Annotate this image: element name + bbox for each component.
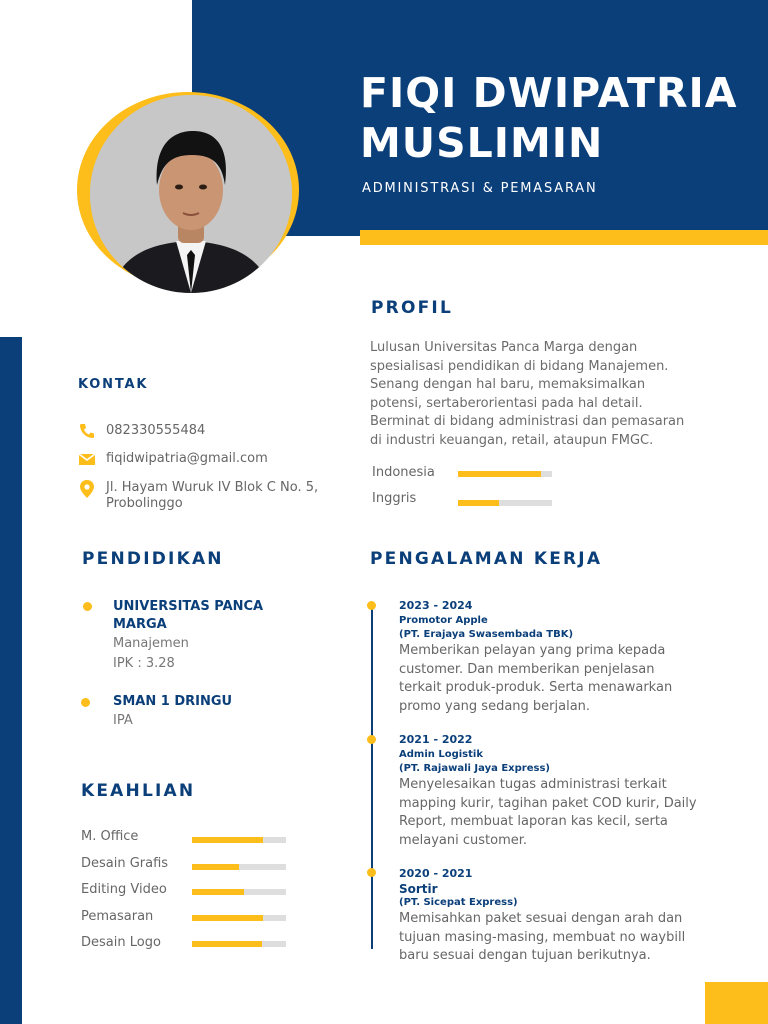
language-bar-fill: [458, 471, 541, 477]
experience-item: [399, 733, 699, 850]
education-school: SMAN 1 DRINGU: [113, 694, 233, 709]
location-pin-icon: [79, 480, 95, 502]
experience-company: (PT. Erajaya Swasembada TBK): [399, 629, 574, 640]
skills-title: KEAHLIAN: [81, 781, 196, 801]
address-line-2: Probolinggo: [106, 496, 183, 511]
education-major: Manajemen: [113, 636, 189, 651]
language-label: Indonesia: [372, 465, 435, 480]
education-gpa: IPK : 3.28: [113, 656, 175, 671]
contact-phone[interactable]: 082330555484: [106, 423, 206, 438]
experience-item: [399, 867, 699, 966]
corner-accent-block: [705, 982, 768, 1024]
experience-position: Sortir: [399, 882, 438, 896]
experience-years: 2021 - 2022: [399, 733, 473, 746]
skill-bar-fill: [192, 915, 263, 921]
skill-label: M. Office: [81, 829, 139, 844]
experience-item: [399, 599, 699, 716]
skill-bar: [192, 837, 286, 843]
contact-phone-row: [79, 423, 205, 443]
education-bullet: [81, 698, 90, 707]
language-bar: [458, 500, 552, 506]
experience-description: Menyelesaikan tugas administrasi terkait mapping kurir, tagihan paket COD kurir, Daily Report, membuat laporan kas kecil, serta melayani customer.: [399, 777, 697, 848]
education-item: [113, 693, 278, 731]
skill-label: Desain Grafis: [81, 856, 169, 871]
person-name: FIQI DWIPATRIA MUSLIMIN: [360, 69, 738, 167]
experience-company: (PT. Sicepat Express): [399, 897, 518, 908]
timeline-dot: [367, 868, 376, 877]
timeline-dot: [367, 735, 376, 744]
skill-bar-fill: [192, 837, 263, 843]
mail-icon: [79, 451, 95, 471]
skill-bar-fill: [192, 864, 239, 870]
left-accent-strip: [0, 337, 22, 1024]
language-label: Inggris: [372, 491, 417, 506]
experience-position: Admin Logistik: [399, 749, 483, 760]
skill-label: Desain Logo: [81, 935, 161, 950]
education-bullet: [83, 602, 92, 611]
phone-icon: [79, 423, 95, 443]
skill-label: Editing Video: [81, 882, 167, 897]
contact-address-row: [79, 480, 318, 512]
skill-bar-fill: [192, 889, 244, 895]
contact-email[interactable]: fiqidwipatria@gmail.com: [106, 451, 268, 466]
timeline-line: [371, 606, 373, 949]
skill-bar: [192, 889, 286, 895]
contact-title: KONTAK: [78, 377, 149, 392]
education-major: IPA: [113, 713, 133, 728]
language-bar: [458, 471, 552, 477]
education-item: [113, 598, 278, 674]
profile-title: PROFIL: [371, 298, 453, 318]
contact-address: [106, 480, 318, 512]
education-title: PENDIDIKAN: [82, 549, 224, 569]
skill-bar: [192, 864, 286, 870]
skill-bar-fill: [192, 941, 262, 947]
language-bar-fill: [458, 500, 499, 506]
experience-years: 2020 - 2021: [399, 867, 473, 880]
experience-description: Memisahkan paket sesuai dengan arah dan tujuan masing-masing, membuat no waybill baru sesuai dengan tujuan berikutnya.: [399, 911, 686, 963]
experience-years: 2023 - 2024: [399, 599, 473, 612]
experience-title: PENGALAMAN KERJA: [370, 549, 603, 569]
profile-photo: [90, 95, 292, 293]
header-accent-bar: [360, 230, 768, 245]
address-line-1: Jl. Hayam Wuruk IV Blok C No. 5,: [106, 480, 319, 495]
timeline-dot: [367, 601, 376, 610]
skill-bar: [192, 941, 286, 947]
skill-bar: [192, 915, 286, 921]
profile-text: Lulusan Universitas Panca Marga dengan spesialisasi pendidikan di bidang Manajemen. Senang dengan hal baru, memaksimalkan potensi, sertaberorientasi pada hal detail. Berminat di bidang administrasi dan pemasaran di industri keuangan, retail, ataupun FMGC.: [370, 340, 685, 448]
skill-label: Pemasaran: [81, 909, 154, 924]
job-role: ADMINISTRASI & PEMASARAN: [362, 181, 598, 196]
experience-company: (PT. Rajawali Jaya Express): [399, 763, 550, 774]
experience-description: Memberikan pelayan yang prima kepada customer. Dan memberikan penjelasan terkait produk-produk. Serta menawarkan promo yang sedang berjalan.: [399, 643, 673, 714]
education-school: UNIVERSITAS PANCA MARGA: [113, 599, 264, 632]
experience-position: Promotor Apple: [399, 615, 488, 626]
contact-email-row: [79, 451, 268, 471]
